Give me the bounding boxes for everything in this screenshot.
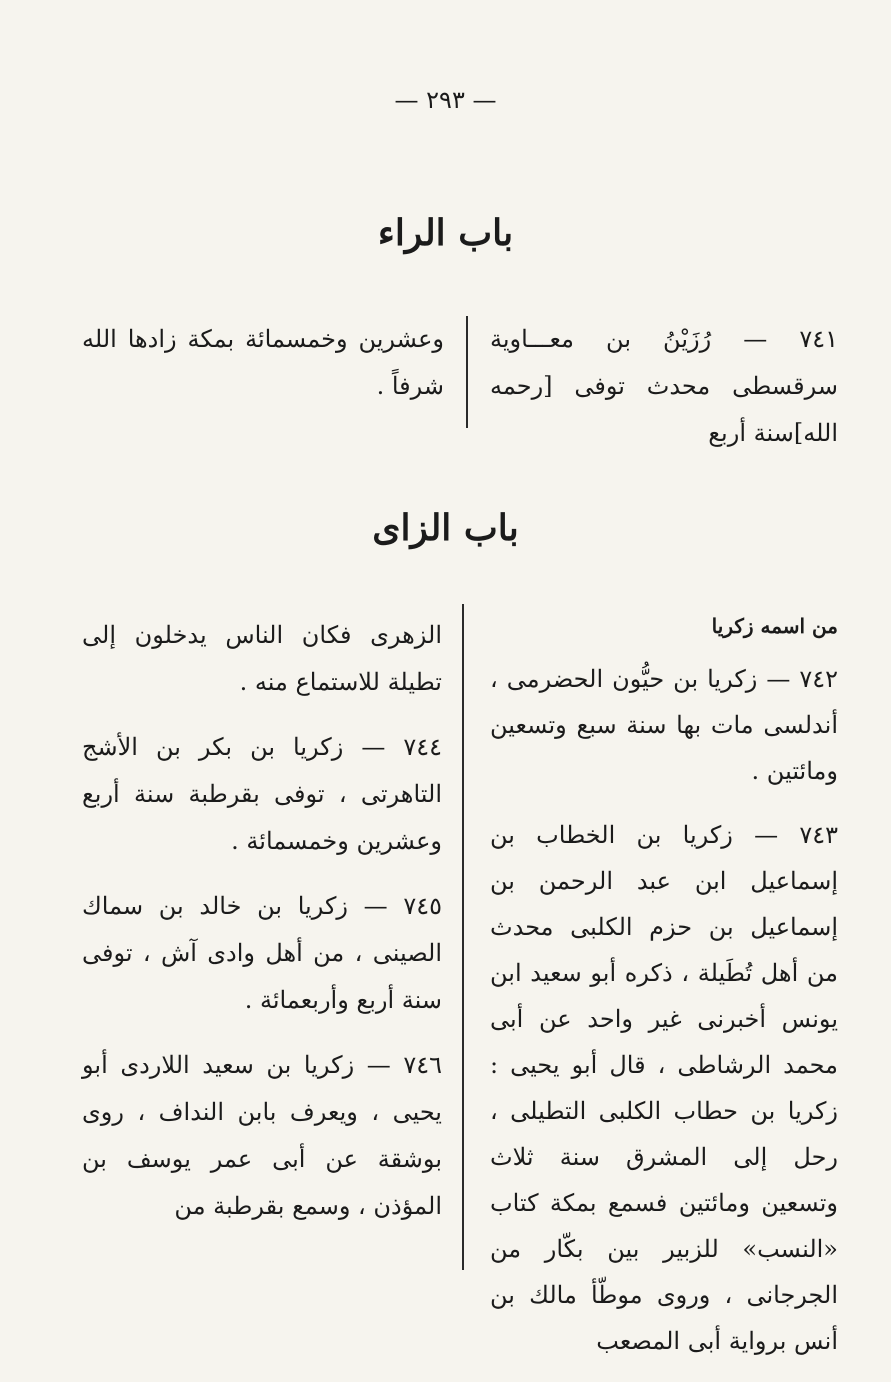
section-title-ra: باب الراء: [377, 212, 514, 254]
entry-743-continued: الزهرى فكان الناس يدخلون إلى تطيلة للاستماع منه .: [82, 621, 442, 696]
ra-right-column: [490, 316, 838, 457]
zay-right-column: [490, 604, 838, 1382]
subheading-zakariya: من اسمه زكريا: [711, 614, 838, 638]
entry-744: ٧٤٤ — زكريا بن بكر بن الأشج التاهرتى ، توفى بقرطبة سنة أربع وعشرين وخمسمائة .: [82, 733, 442, 855]
entry-746: ٧٤٦ — زكريا بن سعيد اللاردى أبو يحيى ، ويعرف بابن النداف ، روى بوشقة عن أبى عمر يوسف بن المؤذن ، وسمع بقرطبة من: [82, 1051, 442, 1220]
entry-742: ٧٤٢ — زكريا بن حيُّون الحضرمى ، أندلسى مات بها سنة سبع وتسعين ومائتين .: [490, 665, 838, 785]
page-number: — ٢٩٣ —: [394, 86, 497, 114]
ra-left-column: [82, 316, 444, 410]
column-divider-zay: [462, 604, 464, 1270]
section-title-zay: باب الزاى: [372, 507, 519, 549]
entry-745: ٧٤٥ — زكريا بن خالد بن سماك الصينى ، من أهل وادى آش ، توفى سنة أربع وأربعمائة .: [82, 892, 442, 1014]
column-divider-ra: [466, 316, 468, 428]
zay-left-column: [82, 612, 442, 1248]
entry-743: ٧٤٣ — زكريا بن الخطاب بن إسماعيل ابن عبد الرحمن بن إسماعيل بن حزم الكلبى محدث من أهل تُطَيلة ، ذكره أبو سعيد ابن يونس أخبرنى غير واحد عن أبى محمد الرشاطى ، قال أبو يحيى : زكريا بن حطاب الكلبى التطيلى ، رحل إلى المشرق سنة ثلاث وتسعين ومائتين فسمع بمكة كتاب «النسب» للزبير بين بكّار من الجرجانى ، وروى موطّأ مالك بن أنس برواية أبى المصعب: [490, 821, 838, 1355]
entry-741: ٧٤١ — رُزَيْنُ بن معـــاوية سرقسطى محدث توفى [رحمه الله]سنة أربع: [490, 325, 838, 447]
entry-741-continued: وعشرين وخمسمائة بمكة زادها الله شرفاً .: [82, 325, 444, 400]
